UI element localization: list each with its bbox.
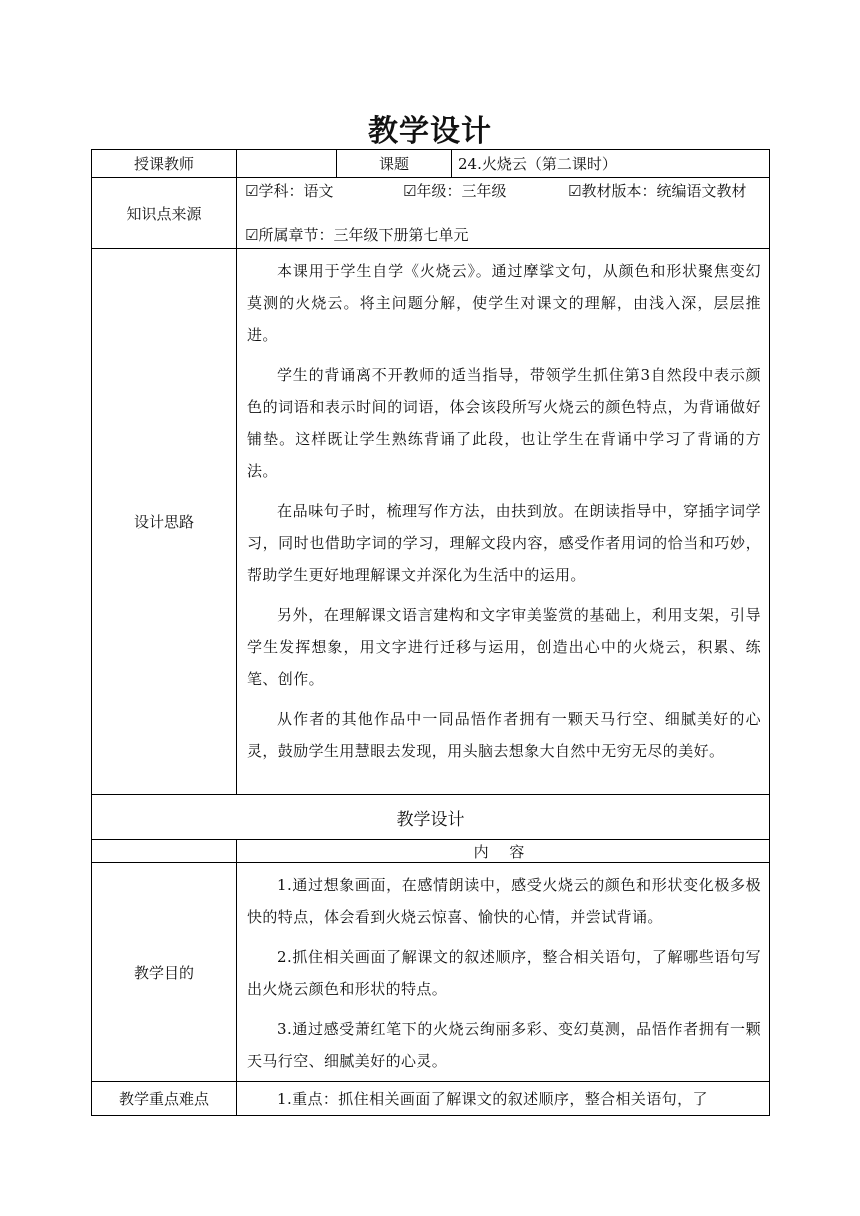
objectives-content: [237, 863, 770, 1082]
source-line-1: [245, 180, 763, 202]
objective-item: 2.抓住相关画面了解课文的叙述顺序，整合相关语句，了解哪些语句写出火烧云颜色和形状的特点。: [247, 948, 761, 998]
chapter-text: 所属章节：三年级下册第七单元: [258, 226, 469, 244]
design-idea-label: 设计思路: [92, 249, 237, 795]
design-idea-row: [92, 249, 770, 795]
objectives-label: 教学目的: [92, 863, 237, 1082]
source-line-2: [245, 224, 763, 246]
design-paragraph: 学生的背诵离不开教师的适当指导，带领学生抓住第3自然段中表示颜色的词语和表示时间的词语，体会该段所写火烧云的颜色特点，为背诵做好铺垫。这样既让学生熟练背诵了此段，也让学生在背诵中学习了背诵的方法。: [247, 366, 761, 480]
lesson-plan-table: [91, 149, 770, 1116]
section-heading: 教学设计: [92, 795, 770, 840]
edition-item: [568, 180, 763, 202]
design-idea-content: [237, 249, 770, 795]
empty-cell: [92, 840, 237, 863]
design-paragraph: 从作者的其他作品中一同品悟作者拥有一颗天马行空、细腻美好的心灵，鼓励学生用慧眼去发现，用头脑去想象大自然中无穷无尽的美好。: [247, 710, 761, 760]
checkbox-icon: ☑: [568, 182, 582, 200]
content-heading: 内 容: [237, 840, 770, 863]
grade-text: 年级：三年级: [416, 182, 507, 200]
design-paragraph: 在品味句子时，梳理写作方法，由扶到放。在朗读指导中，穿插字词学习，同时也借助字词的学习，理解文段内容，感受作者用词的恰当和巧妙，帮助学生更好地理解课文并深化为生活中的运用。: [247, 502, 761, 584]
teacher-topic-row: [92, 150, 770, 178]
source-row: [92, 178, 770, 249]
design-paragraph: 另外，在理解课文语言建构和文字审美鉴赏的基础上，利用支架，引导学生发挥想象，用文字进行迁移与运用，创造出心中的火烧云，积累、练笔、创作。: [247, 606, 761, 688]
subject-text: 学科：语文: [258, 182, 334, 200]
edition-text: 教材版本：统编语文教材: [581, 182, 747, 200]
document-title: 教学设计: [368, 114, 492, 149]
objective-item: 3.通过感受萧红笔下的火烧云绚丽多彩、变幻莫测，品悟作者拥有一颗天马行空、细腻美好的心灵。: [247, 1020, 761, 1070]
topic-label: 课题: [337, 150, 452, 178]
section-heading-row: [92, 795, 770, 840]
key-points-label: 教学重点难点: [92, 1082, 237, 1116]
subject-item: [245, 180, 403, 202]
topic-value: 24.火烧云（第二课时）: [452, 150, 770, 178]
key-points-text: 1.重点：抓住相关画面了解课文的叙述顺序，整合相关语句，了: [277, 1089, 708, 1108]
key-points-row: [92, 1082, 770, 1116]
teacher-label: 授课教师: [92, 150, 237, 178]
objectives-row: [92, 863, 770, 1082]
teacher-value: [237, 150, 337, 178]
checkbox-icon: ☑: [403, 182, 417, 200]
checkbox-icon: ☑: [245, 226, 259, 244]
design-paragraph: 本课用于学生自学《火烧云》。通过摩挲文句，从颜色和形状聚焦变幻莫测的火烧云。将主问题分解，使学生对课文的理解，由浅入深，层层推进。: [247, 262, 761, 344]
source-label: 知识点来源: [92, 178, 237, 249]
key-points-content: [237, 1082, 770, 1116]
objective-item: 1.通过想象画面，在感情朗读中，感受火烧云的颜色和形状变化极多极快的特点，体会看到火烧云惊喜、愉快的心情，并尝试背诵。: [247, 876, 761, 926]
source-cell: [237, 178, 770, 249]
grade-item: [403, 180, 568, 202]
checkbox-icon: ☑: [245, 182, 259, 200]
content-heading-row: [92, 840, 770, 863]
